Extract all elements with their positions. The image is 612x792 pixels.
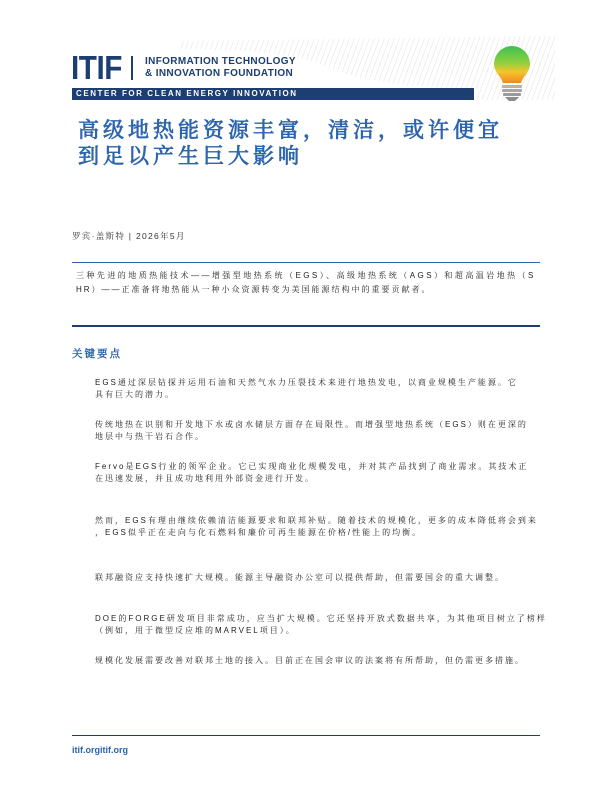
takeaway-line: DOE的FORGE研发项目非常成功，应当扩大规模。它还坚持开放式数据共享，为其他项目树立了榜样 [95,614,547,623]
org-name-line2: & INNOVATION FOUNDATION [145,68,294,79]
takeaway-line: 联邦融资应支持快速扩大规模。能源主导融资办公室可以提供帮助，但需要国会的重大调整。 [95,573,505,582]
summary-line: 三种先进的地质热能技术——增强型地热系统（EGS）、高级地热系统（AGS）和超高温岩地热（S [76,271,536,280]
takeaway-item [95,655,547,667]
program-banner [72,88,474,100]
takeaway-line: 然而，EGS有理由继续依赖清洁能源要求和联邦补贴。随着技术的规模化，更多的成本降低将会到来 [95,516,538,525]
takeaway-item [95,515,547,539]
takeaway-item [95,377,547,401]
takeaway-item [95,613,547,637]
logo-divider [131,56,133,80]
takeaway-line: 传统地热在识别和开发地下水或卤水储层方面存在局限性。而增强型地热系统（EGS）则在更深的 [95,420,528,429]
itif-logo-mark: ITIF [71,49,122,86]
program-banner-text: CENTER FOR CLEAN ENERGY INNOVATION [76,89,298,98]
byline: 罗宾·盖斯特 | 2026年5月 [72,231,186,241]
takeaway-line: ，EGS似乎正在走向与化石燃料和廉价可再生能源在价格/性能上的均衡。 [95,528,423,537]
takeaway-line: 地层中与热干岩石合作。 [95,432,205,441]
lightbulb-icon [490,44,534,102]
key-takeaways-heading: 关键要点 [72,348,122,360]
report-title [78,118,578,170]
report-title-line: 到足以产生巨大影响 [78,145,303,168]
footer-url-link[interactable]: itif.orgitif.org [72,745,128,755]
takeaway-line: （例如，用于微型反应堆的MARVEL项目）。 [95,626,296,635]
org-name [145,56,296,80]
summary-line: HR）——正准备将地热能从一种小众资源转变为美国能源结构中的重要贡献者。 [76,285,432,294]
report-title-line: 高级地热能资源丰富，清洁，或许便宜 [78,119,503,142]
top-rule [72,262,540,263]
summary-rule [72,325,540,327]
org-name-line1: INFORMATION TECHNOLOGY [145,56,296,67]
takeaway-item [95,419,547,443]
takeaway-line: 在迅速发展，并且成功地利用外部资金进行开发。 [95,474,315,483]
takeaway-line: 规模化发展需要改善对联邦土地的接入。目前正在国会审议的法案将有所帮助，但仍需更多措施。 [95,656,525,665]
takeaway-line: Fervo是EGS行业的领军企业。它已实现商业化规模发电，并对其产品找到了商业需求。其技术正 [95,462,529,471]
takeaway-line: EGS通过深层钻探并运用石油和天然气水力压裂技术来进行地热发电，以商业规模生产能源。它 [95,378,518,387]
takeaway-item [95,461,547,485]
takeaway-item [95,572,547,584]
summary [76,269,546,297]
footer-rule [72,735,540,736]
takeaway-line: 具有巨大的潜力。 [95,390,175,399]
